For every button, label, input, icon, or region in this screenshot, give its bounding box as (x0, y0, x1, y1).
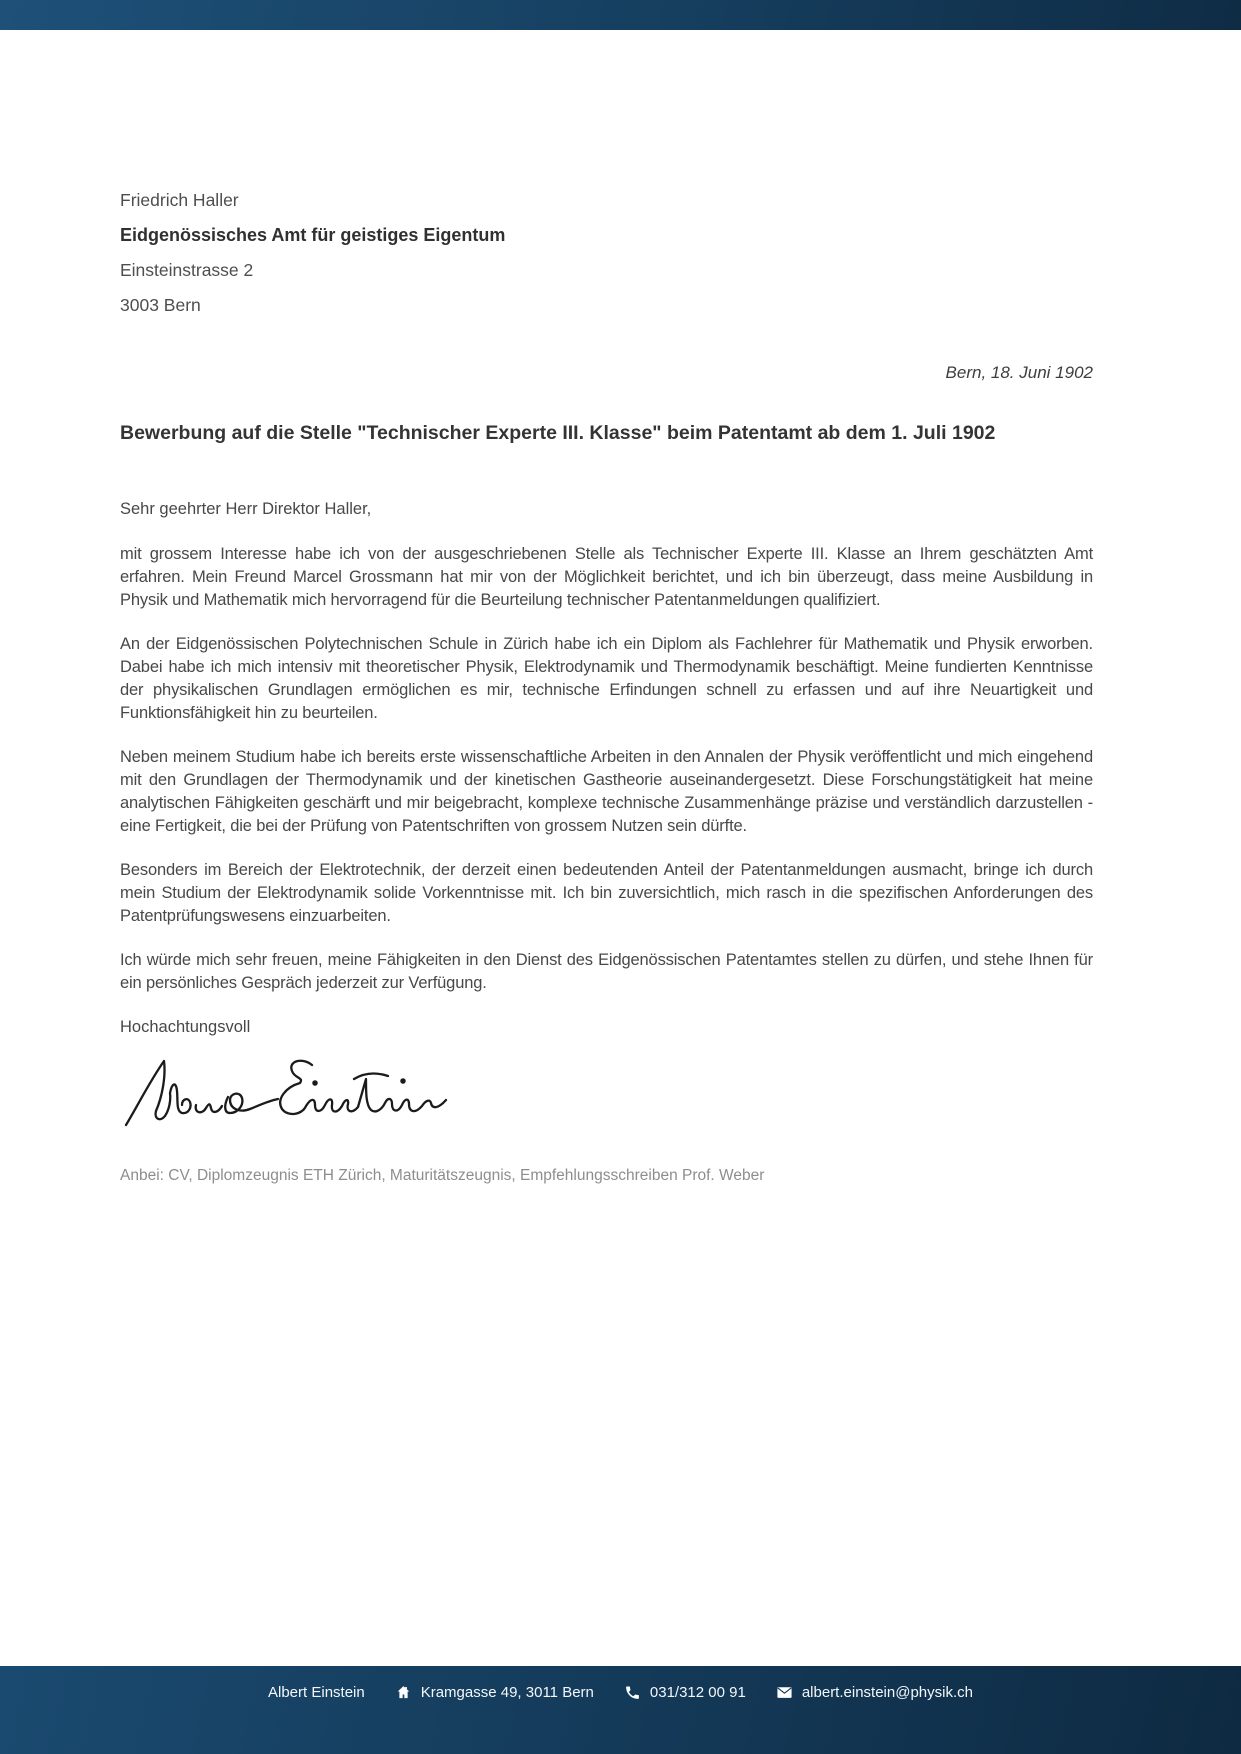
date-line: Bern, 18. Juni 1902 (945, 363, 1093, 382)
recipient-name: Friedrich Haller (120, 190, 239, 210)
signature-albert-einstein (116, 1053, 461, 1131)
footer-email-text: albert.einstein@physik.ch (801, 1684, 973, 1701)
phone-icon (624, 1684, 641, 1701)
salutation: Sehr geehrter Herr Direktor Haller, (120, 500, 372, 518)
footer-name (268, 1684, 365, 1701)
letter-body (0, 183, 1241, 1187)
footer-address-text: Kramgasse 49, 3011 Bern (420, 1684, 594, 1701)
paragraph-4: Besonders im Bereich der Elektrotechnik, der derzeit einen bedeutenden Anteil der Patentanmeldungen ausmacht, bringe ich durch mein Studium der Elektrodynamik solide Vorkenntnisse mit. Ich bin zuversichtlich, mich rasch in die spezifischen Anforderungen des Patentprüfungswesens einzuarbeiten. (120, 861, 1093, 925)
footer-name-text: Albert Einstein (268, 1684, 365, 1701)
footer-phone-text: 031/312 00 91 (649, 1684, 746, 1701)
footer-email (776, 1684, 973, 1701)
enclosure-line: Anbei: CV, Diplomzeugnis ETH Zürich, Maturitätszeugnis, Empfehlungsschreiben Prof. Weber (120, 1167, 765, 1184)
house-icon (395, 1684, 412, 1701)
recipient-organization: Eidgenössisches Amt für geistiges Eigentum (120, 225, 506, 245)
closing-formula: Hochachtungsvoll (120, 1018, 251, 1036)
header-bar (0, 0, 1241, 30)
footer-address (395, 1684, 594, 1701)
recipient-address-block (120, 183, 1093, 323)
subject-line: Bewerbung auf die Stelle "Technischer Experte III. Klasse" beim Patentamt ab dem 1. Juli 1902 (120, 422, 996, 444)
paragraph-5: Ich würde mich sehr freuen, meine Fähigkeiten in den Dienst des Eidgenössischen Patentamtes stellen zu dürfen, und stehe Ihnen für ein persönliches Gespräch jederzeit zur Verfügung. (120, 951, 1093, 992)
paragraph-3: Neben meinem Studium habe ich bereits erste wissenschaftliche Arbeiten in den Annalen der Physik veröffentlicht und mich eingehend mit den Grundlagen der Thermodynamik und der kinetischen Gastheorie auseinandergesetzt. Diese Forschungstätigkeit hat meine analytischen Fähigkeiten geschärft und mir beigebracht, komplexe technische Zusammenhänge präzise und verständlich darzustellen - eine Fertigkeit, die bei der Prüfung von Patentschriften von grossem Nutzen sein dürfte. (120, 748, 1093, 835)
footer-bar (0, 1666, 1241, 1754)
recipient-city: 3003 Bern (120, 295, 201, 315)
footer-phone (624, 1684, 746, 1701)
envelope-icon (776, 1684, 793, 1701)
recipient-street: Einsteinstrasse 2 (120, 260, 254, 280)
footer-contact-row (0, 1666, 1241, 1701)
paragraph-2: An der Eidgenössischen Polytechnischen Schule in Zürich habe ich ein Diplom als Fachlehrer für Mathematik und Physik erworben. Dabei habe ich mich intensiv mit theoretischer Physik, Elektrodynamik und Thermodynamik beschäftigt. Meine fundierten Kenntnisse der physikalischen Grundlagen ermöglichen es mir, technische Erfindungen schnell zu erfassen und auf ihre Neuartigkeit und Funktionsfähigkeit hin zu beurteilen. (120, 635, 1093, 722)
letter-paragraphs (120, 543, 1093, 995)
paragraph-1: mit grossem Interesse habe ich von der ausgeschriebenen Stelle als Technischer Experte III. Klasse an Ihrem geschätzten Amt erfahren. Mein Freund Marcel Grossmann hat mir von der Möglichkeit berichtet, und ich bin überzeugt, dass meine Ausbildung in Physik und Mathematik mich hervorragend für die Beurteilung technischer Patentanmeldungen qualifiziert. (120, 545, 1093, 609)
